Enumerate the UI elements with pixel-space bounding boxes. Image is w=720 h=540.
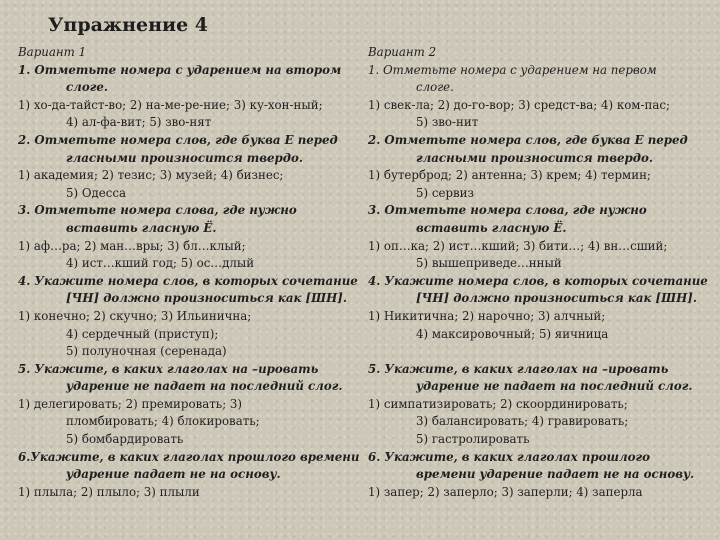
- exercise-line: [ЧН] должно произноситься как [ШН].: [416, 291, 697, 306]
- exercise-line: 4. Укажите номера слов, в которых сочетание: [18, 273, 358, 288]
- exercise-line: 2. Отметьте номера слов, где буква Е перед: [368, 132, 688, 147]
- exercise-line: времени ударение падает не на основу.: [416, 467, 695, 482]
- exercise-line: 5) сервиз: [416, 185, 474, 200]
- exercise-line: 3) балансировать; 4) гравировать;: [416, 414, 629, 429]
- exercise-line: 6.Укажите, в каких глаголах прошлого времени: [18, 449, 360, 464]
- exercise-line: слоге.: [416, 80, 454, 95]
- exercise-line: вставить гласную Ё.: [66, 220, 217, 235]
- exercise-line: 1) запер; 2) заперло; 3) заперли; 4) заперла: [368, 484, 643, 499]
- exercise-line: [368, 343, 698, 361]
- variant-2-column: [368, 44, 708, 501]
- variant-1-column: [18, 44, 360, 501]
- exercise-line: 5) бомбардировать: [66, 432, 184, 447]
- exercise-line: 5) вышеприведе…нный: [416, 256, 562, 271]
- exercise-line: слоге.: [66, 80, 108, 95]
- exercise-line: 5) зво-нит: [416, 115, 479, 130]
- exercise-line: 4. Укажите номера слов, в которых сочетание: [368, 273, 708, 288]
- exercise-line: 3. Отметьте номера слова, где нужно: [18, 203, 297, 218]
- exercise-line: 1) свек-ла; 2) до-го-вор; 3) средст-ва; 4) ком-пас;: [368, 97, 670, 112]
- exercise-line: 5. Укажите, в каких глаголах на –ировать: [18, 361, 319, 376]
- exercise-line: 1) конечно; 2) скучно; 3) Ильинична;: [18, 308, 252, 323]
- exercise-line: 4) максировочный; 5) яичница: [416, 326, 609, 341]
- page-title: Упражнение 4: [48, 14, 209, 36]
- exercise-line: вставить гласную Ё.: [416, 220, 567, 235]
- exercise-line: 6. Укажите, в каких глаголах прошлого: [368, 449, 651, 464]
- exercise-line: 5) гастролировать: [416, 432, 530, 447]
- exercise-line: 4) ист…кший год; 5) ос…длый: [66, 256, 255, 271]
- exercise-line: 1) плыла; 2) плыло; 3) плыли: [18, 484, 200, 499]
- exercise-line: 4) ал-фа-вит; 5) зво-нят: [66, 115, 212, 130]
- exercise-line: ударение не падает на последний слог.: [416, 379, 693, 394]
- variant-1-lines: [18, 62, 360, 502]
- exercise-line: 3. Отметьте номера слова, где нужно: [368, 203, 647, 218]
- exercise-line: 1) бутерброд; 2) антенна; 3) крем; 4) термин;: [368, 168, 651, 183]
- exercise-line: гласными произносится твердо.: [416, 150, 653, 165]
- exercise-line: 5. Укажите, в каких глаголах на –ировать: [368, 361, 669, 376]
- exercise-line: 1. Отметьте номера с ударением на первом: [368, 62, 657, 77]
- exercise-line: пломбировать; 4) блокировать;: [66, 414, 260, 429]
- exercise-line: 1) делегировать; 2) премировать; 3): [18, 396, 243, 411]
- variant-2-heading: Вариант 2: [368, 45, 437, 59]
- exercise-line: 2. Отметьте номера слов, где буква Е перед: [18, 132, 338, 147]
- exercise-line: 1) академия; 2) тезис; 3) музей; 4) бизнес;: [18, 168, 284, 183]
- exercise-line: 1) оп…ка; 2) ист…кший; 3) бити…; 4) вн…сший;: [368, 238, 668, 253]
- exercise-line: 5) полуночная (серенада): [66, 344, 227, 359]
- variant-1-heading: Вариант 1: [18, 45, 87, 59]
- exercise-line: 1) Никитична; 2) нарочно; 3) алчный;: [368, 308, 606, 323]
- exercise-line: гласными произносится твердо.: [66, 150, 303, 165]
- variant-2-lines: [368, 62, 708, 502]
- exercise-line: 4) сердечный (приступ);: [66, 326, 219, 341]
- exercise-line: 1) хо-да-тайст-во; 2) на-ме-ре-ние; 3) ку-хон-ный;: [18, 97, 323, 112]
- exercise-line: ударение падает не на основу.: [66, 467, 281, 482]
- exercise-line: [ЧН] должно произноситься как [ШН].: [66, 291, 347, 306]
- exercise-line: 1. Отметьте номера с ударением на втором: [18, 62, 342, 77]
- exercise-line: 5) Одесса: [66, 185, 127, 200]
- exercise-line: ударение не падает на последний слог.: [66, 379, 343, 394]
- exercise-line: 1) аф…ра; 2) ман…вры; 3) бл…клый;: [18, 238, 246, 253]
- exercise-line: 1) симпатизировать; 2) скоординировать;: [368, 396, 628, 411]
